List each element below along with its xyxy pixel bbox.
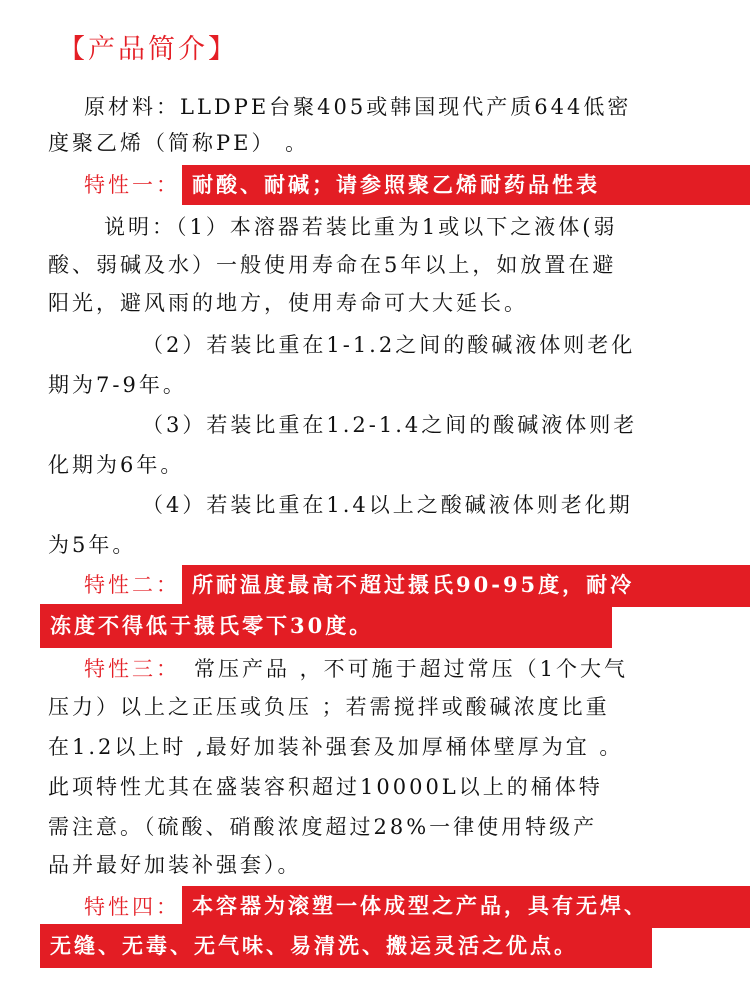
feature1-band — [182, 165, 750, 205]
note-line-3: 阳光，避风雨的地方，使用寿命可大大延长。 — [48, 291, 528, 315]
feature4-text-1: 本容器为滚塑一体成型之产品，具有无焊、 — [192, 893, 648, 918]
feature2-text-2: 冻度不得低于摄氏零下30度。 — [50, 613, 374, 638]
feature4-text-2: 无缝、无毒、无气味、易清洗、搬运灵活之优点。 — [50, 933, 578, 958]
note-line-8: （4）若装比重在1.4以上之酸碱液体则老化期 — [142, 493, 633, 517]
note-line-4: （2）若装比重在1-1.2之间的酸碱液体则老化 — [142, 333, 636, 357]
feature4-band-1 — [182, 886, 750, 928]
feature3-line-6: 品并最好加装补强套）。 — [48, 853, 302, 877]
feature3-label: 特性三： — [84, 657, 180, 681]
feature2-text-1: 所耐温度最高不超过摄氏90-95度，耐冷 — [192, 572, 635, 597]
material-line-2: 度聚乙烯（简称PE） 。 — [48, 131, 310, 155]
note-line-1: 说明：（1）本溶器若装比重为1或以下之液体(弱 — [104, 215, 618, 239]
note-line-5: 期为7-9年。 — [48, 373, 187, 397]
feature2-band-1 — [182, 565, 750, 607]
note-line-6: （3）若装比重在1.2-1.4之间的酸碱液体则老 — [142, 413, 638, 437]
feature1-label: 特性一： — [84, 173, 180, 197]
feature3-line-5: 需注意。（硫酸、硝酸浓度超过28%一律使用特级产 — [48, 815, 598, 839]
note-line-7: 化期为6年。 — [48, 453, 185, 477]
feature3-line-2: 压力）以上之正压或负压 ；若需搅拌或酸碱浓度比重 — [48, 695, 610, 719]
material-line-1: 原材料：LLDPE台聚405或韩国现代产质644低密 — [84, 95, 632, 119]
feature2-label: 特性二： — [84, 573, 180, 597]
note-line-9: 为5年。 — [48, 533, 137, 557]
note-line-2: 酸、弱碱及水）一般使用寿命在5年以上，如放置在避 — [48, 253, 617, 277]
feature2-band-2 — [40, 604, 612, 648]
section-title: 【产品简介】 — [58, 34, 238, 65]
feature1-text: 耐酸、耐碱；请参照聚乙烯耐药品性表 — [192, 172, 600, 197]
feature3-line-1: 常压产品 ，不可施于超过常压（1个大气 — [194, 657, 629, 681]
feature4-band-2 — [40, 924, 652, 968]
feature3-line-3: 在1.2以上时 ,最好加装补强套及加厚桶体壁厚为宜 。 — [48, 735, 624, 759]
feature4-label: 特性四： — [84, 895, 180, 919]
feature3-line-4: 此项特性尤其在盛装容积超过10000L以上的桶体特 — [48, 775, 603, 799]
